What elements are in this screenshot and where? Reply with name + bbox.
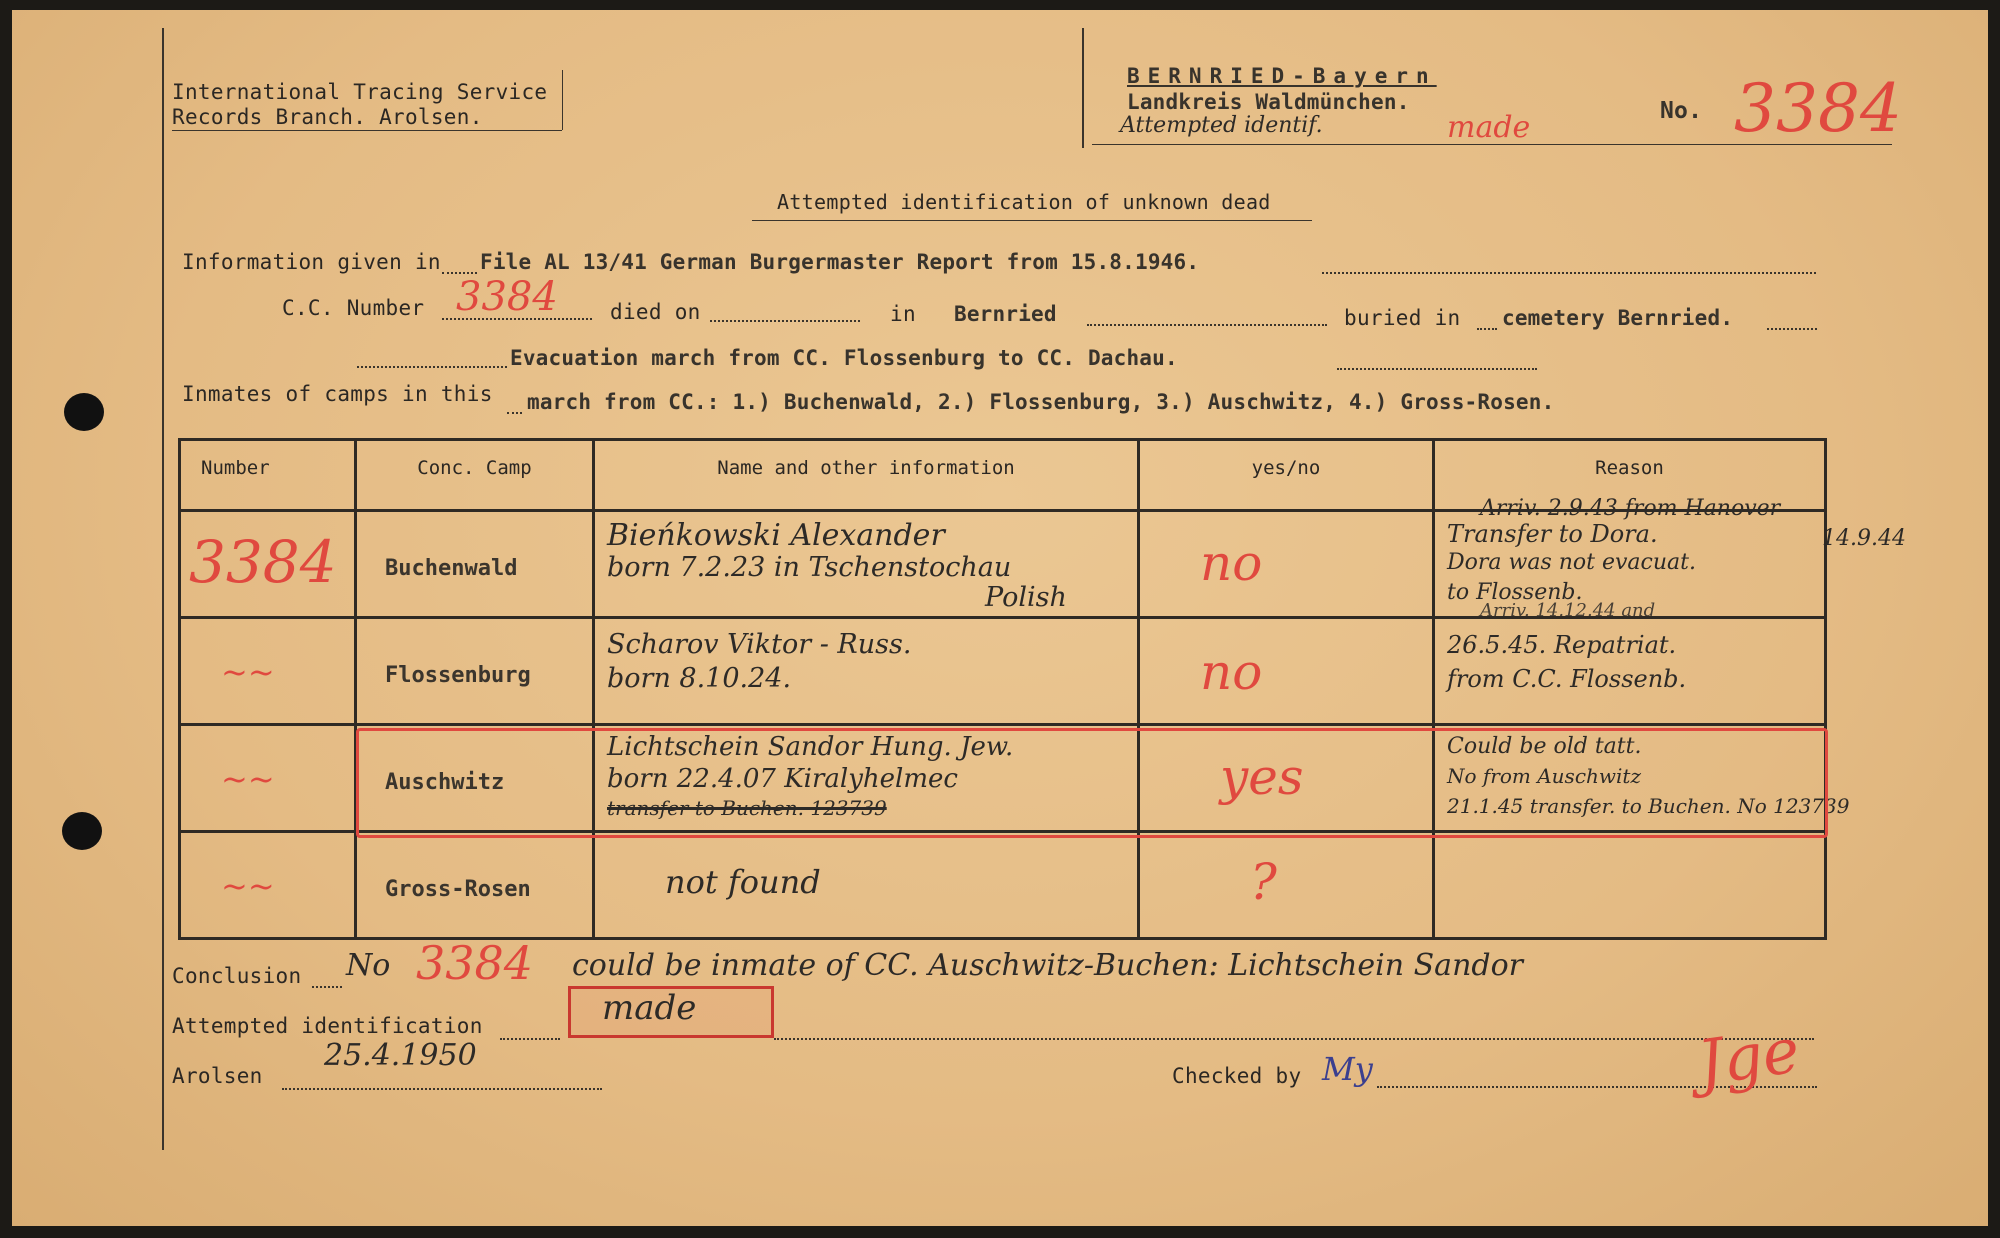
answer-cell <box>1139 618 1434 725</box>
dotted-line <box>1477 328 1497 330</box>
arolsen-date: 25.4.1950 <box>324 1038 477 1073</box>
table-row <box>180 618 1826 725</box>
name-line-1: Lichtschein Sandor Hung. Jew. <box>607 732 1014 762</box>
answer-cell <box>1139 832 1434 939</box>
evacuation-value: Evacuation march from CC. Flossenburg to CC. Dachau. <box>510 346 1178 370</box>
answer-mark: yes <box>1220 748 1304 806</box>
row-number: 3384 <box>189 528 337 596</box>
checked-by-label: Checked by <box>1172 1064 1302 1088</box>
org-line-1: International Tracing Service <box>172 80 548 104</box>
tracing-card <box>12 10 1988 1226</box>
in-label: in <box>890 302 916 326</box>
conclusion-number: 3384 <box>416 936 534 990</box>
name-line-2: born 8.10.24. <box>607 663 792 694</box>
dotted-line <box>1767 328 1817 330</box>
col-header-yes-no: yes/no <box>1139 440 1434 511</box>
header-divider <box>1082 28 1084 148</box>
answer-cell <box>1139 511 1434 618</box>
name-cell <box>594 511 1139 618</box>
page-title: Attempted identification of unknown dead <box>777 190 1271 214</box>
answer-mark: no <box>1200 643 1263 701</box>
reason-arrival-note: Arriv. 2.9.43 from Hanover <box>1480 496 1781 521</box>
org-side-line <box>562 70 563 130</box>
number-label: No. <box>1660 98 1703 124</box>
reason-line-1: Transfer to Dora. <box>1447 520 1658 548</box>
number-cell <box>180 511 356 618</box>
checked-by-initials: My <box>1322 1050 1373 1088</box>
table-row <box>180 832 1826 939</box>
in-value: Bernried <box>954 302 1057 326</box>
number-cell <box>180 832 356 939</box>
place-name: BERNRIED-Bayern <box>1127 64 1437 88</box>
inmates-label: Inmates of camps in this <box>182 382 493 406</box>
name-line-3: Polish <box>985 582 1067 613</box>
dotted-line <box>507 412 522 414</box>
answer-mark: ? <box>1250 853 1277 911</box>
dotted-line <box>500 1038 560 1040</box>
ditto-mark: ~~ <box>221 760 275 798</box>
dotted-line <box>774 1038 1814 1040</box>
reason-line-1: Could be old tatt. <box>1447 734 1642 759</box>
org-line-2: Records Branch. Arolsen. <box>172 105 483 129</box>
col-header-name: Name and other information <box>594 440 1139 511</box>
col-header-camp: Conc. Camp <box>356 440 594 511</box>
arolsen-label: Arolsen <box>172 1064 263 1088</box>
conclusion-text: could be inmate of CC. Auschwitz-Buchen: Lichtschein Sandor <box>572 948 1523 983</box>
dotted-line <box>282 1088 602 1090</box>
reason-line-3: 21.1.45 transfer. to Buchen. No 123739 <box>1447 794 1850 818</box>
info-given-value: File AL 13/41 German Burgermaster Report from 15.8.1946. <box>480 250 1200 274</box>
signature: Jge <box>1693 1013 1804 1100</box>
buried-in-label: buried in <box>1344 306 1461 330</box>
left-margin-line <box>162 28 164 1150</box>
dotted-line <box>357 366 507 368</box>
status-note: Attempted identif. <box>1120 113 1323 138</box>
name-line-3-struck: transfer to Buchen. 123739 <box>607 796 887 820</box>
camp-cell <box>356 618 594 725</box>
camp-cell <box>356 832 594 939</box>
dotted-line <box>1337 368 1537 370</box>
col-header-reason: Reason <box>1434 440 1826 511</box>
info-given-label: Information given in <box>182 250 441 274</box>
ditto-mark: ~~ <box>221 867 275 905</box>
name-line-1: Bieńkowski Alexander <box>607 518 945 553</box>
org-underline <box>172 130 562 131</box>
dotted-line <box>710 320 860 322</box>
name-cell <box>594 832 1139 939</box>
name-line-1: not found <box>665 863 821 901</box>
camp-name: Flossenburg <box>385 663 531 688</box>
reason-date-note: 14.9.44 <box>1822 526 1906 551</box>
buried-in-value: cemetery Bernried. <box>1502 306 1734 330</box>
reason-over-note: Arriv. 14.12.44 and <box>1480 600 1656 621</box>
highlight-box <box>356 728 1828 838</box>
punch-hole-top <box>64 393 104 431</box>
camp-name: Buchenwald <box>385 556 518 581</box>
name-line-2: born 22.4.07 Kiralyhelmec <box>607 764 958 794</box>
reason-line-2: No from Auschwitz <box>1447 764 1641 788</box>
inmates-value: march from CC.: 1.) Buchenwald, 2.) Flossenburg, 3.) Auschwitz, 4.) Gross-Rosen. <box>527 390 1555 414</box>
camp-name: Gross-Rosen <box>385 877 531 902</box>
conclusion-label: Conclusion <box>172 964 302 988</box>
reason-line-2: Dora was not evacuat. <box>1447 550 1696 575</box>
dotted-line <box>1087 324 1327 326</box>
status-made: made <box>1447 110 1531 145</box>
dotted-line <box>312 986 342 988</box>
number-value: 3384 <box>1734 70 1902 147</box>
name-cell <box>594 618 1139 725</box>
district-name: Landkreis Waldmünchen. <box>1127 90 1410 114</box>
camp-name: Auschwitz <box>385 770 505 795</box>
answer-mark: no <box>1200 534 1263 592</box>
died-on-label: died on <box>610 300 701 324</box>
name-line-1: Scharov Viktor - Russ. <box>607 629 912 660</box>
dotted-line <box>442 318 592 320</box>
reason-line-3: to Flossenb. <box>1447 580 1583 605</box>
ditto-mark: ~~ <box>221 653 275 691</box>
cc-number-value: 3384 <box>456 274 558 320</box>
attempted-value: made <box>602 988 697 1028</box>
name-line-2: born 7.2.23 in Tschenstochau <box>607 552 1012 583</box>
reason-cell <box>1434 618 1826 725</box>
number-cell <box>180 725 356 832</box>
reason-line-1: 26.5.45. Repatriat. <box>1447 631 1677 659</box>
dotted-line <box>1322 272 1816 274</box>
conclusion-no: No <box>346 948 391 983</box>
reason-line-2: from C.C. Flossenb. <box>1447 665 1687 693</box>
col-header-number: Number <box>180 440 356 511</box>
attempted-label: Attempted identification <box>172 1014 483 1038</box>
punch-hole-bottom <box>62 812 102 850</box>
number-cell <box>180 618 356 725</box>
camp-cell <box>356 511 594 618</box>
reason-cell <box>1434 832 1826 939</box>
cc-number-label: C.C. Number <box>282 296 425 320</box>
title-underline <box>752 220 1312 221</box>
